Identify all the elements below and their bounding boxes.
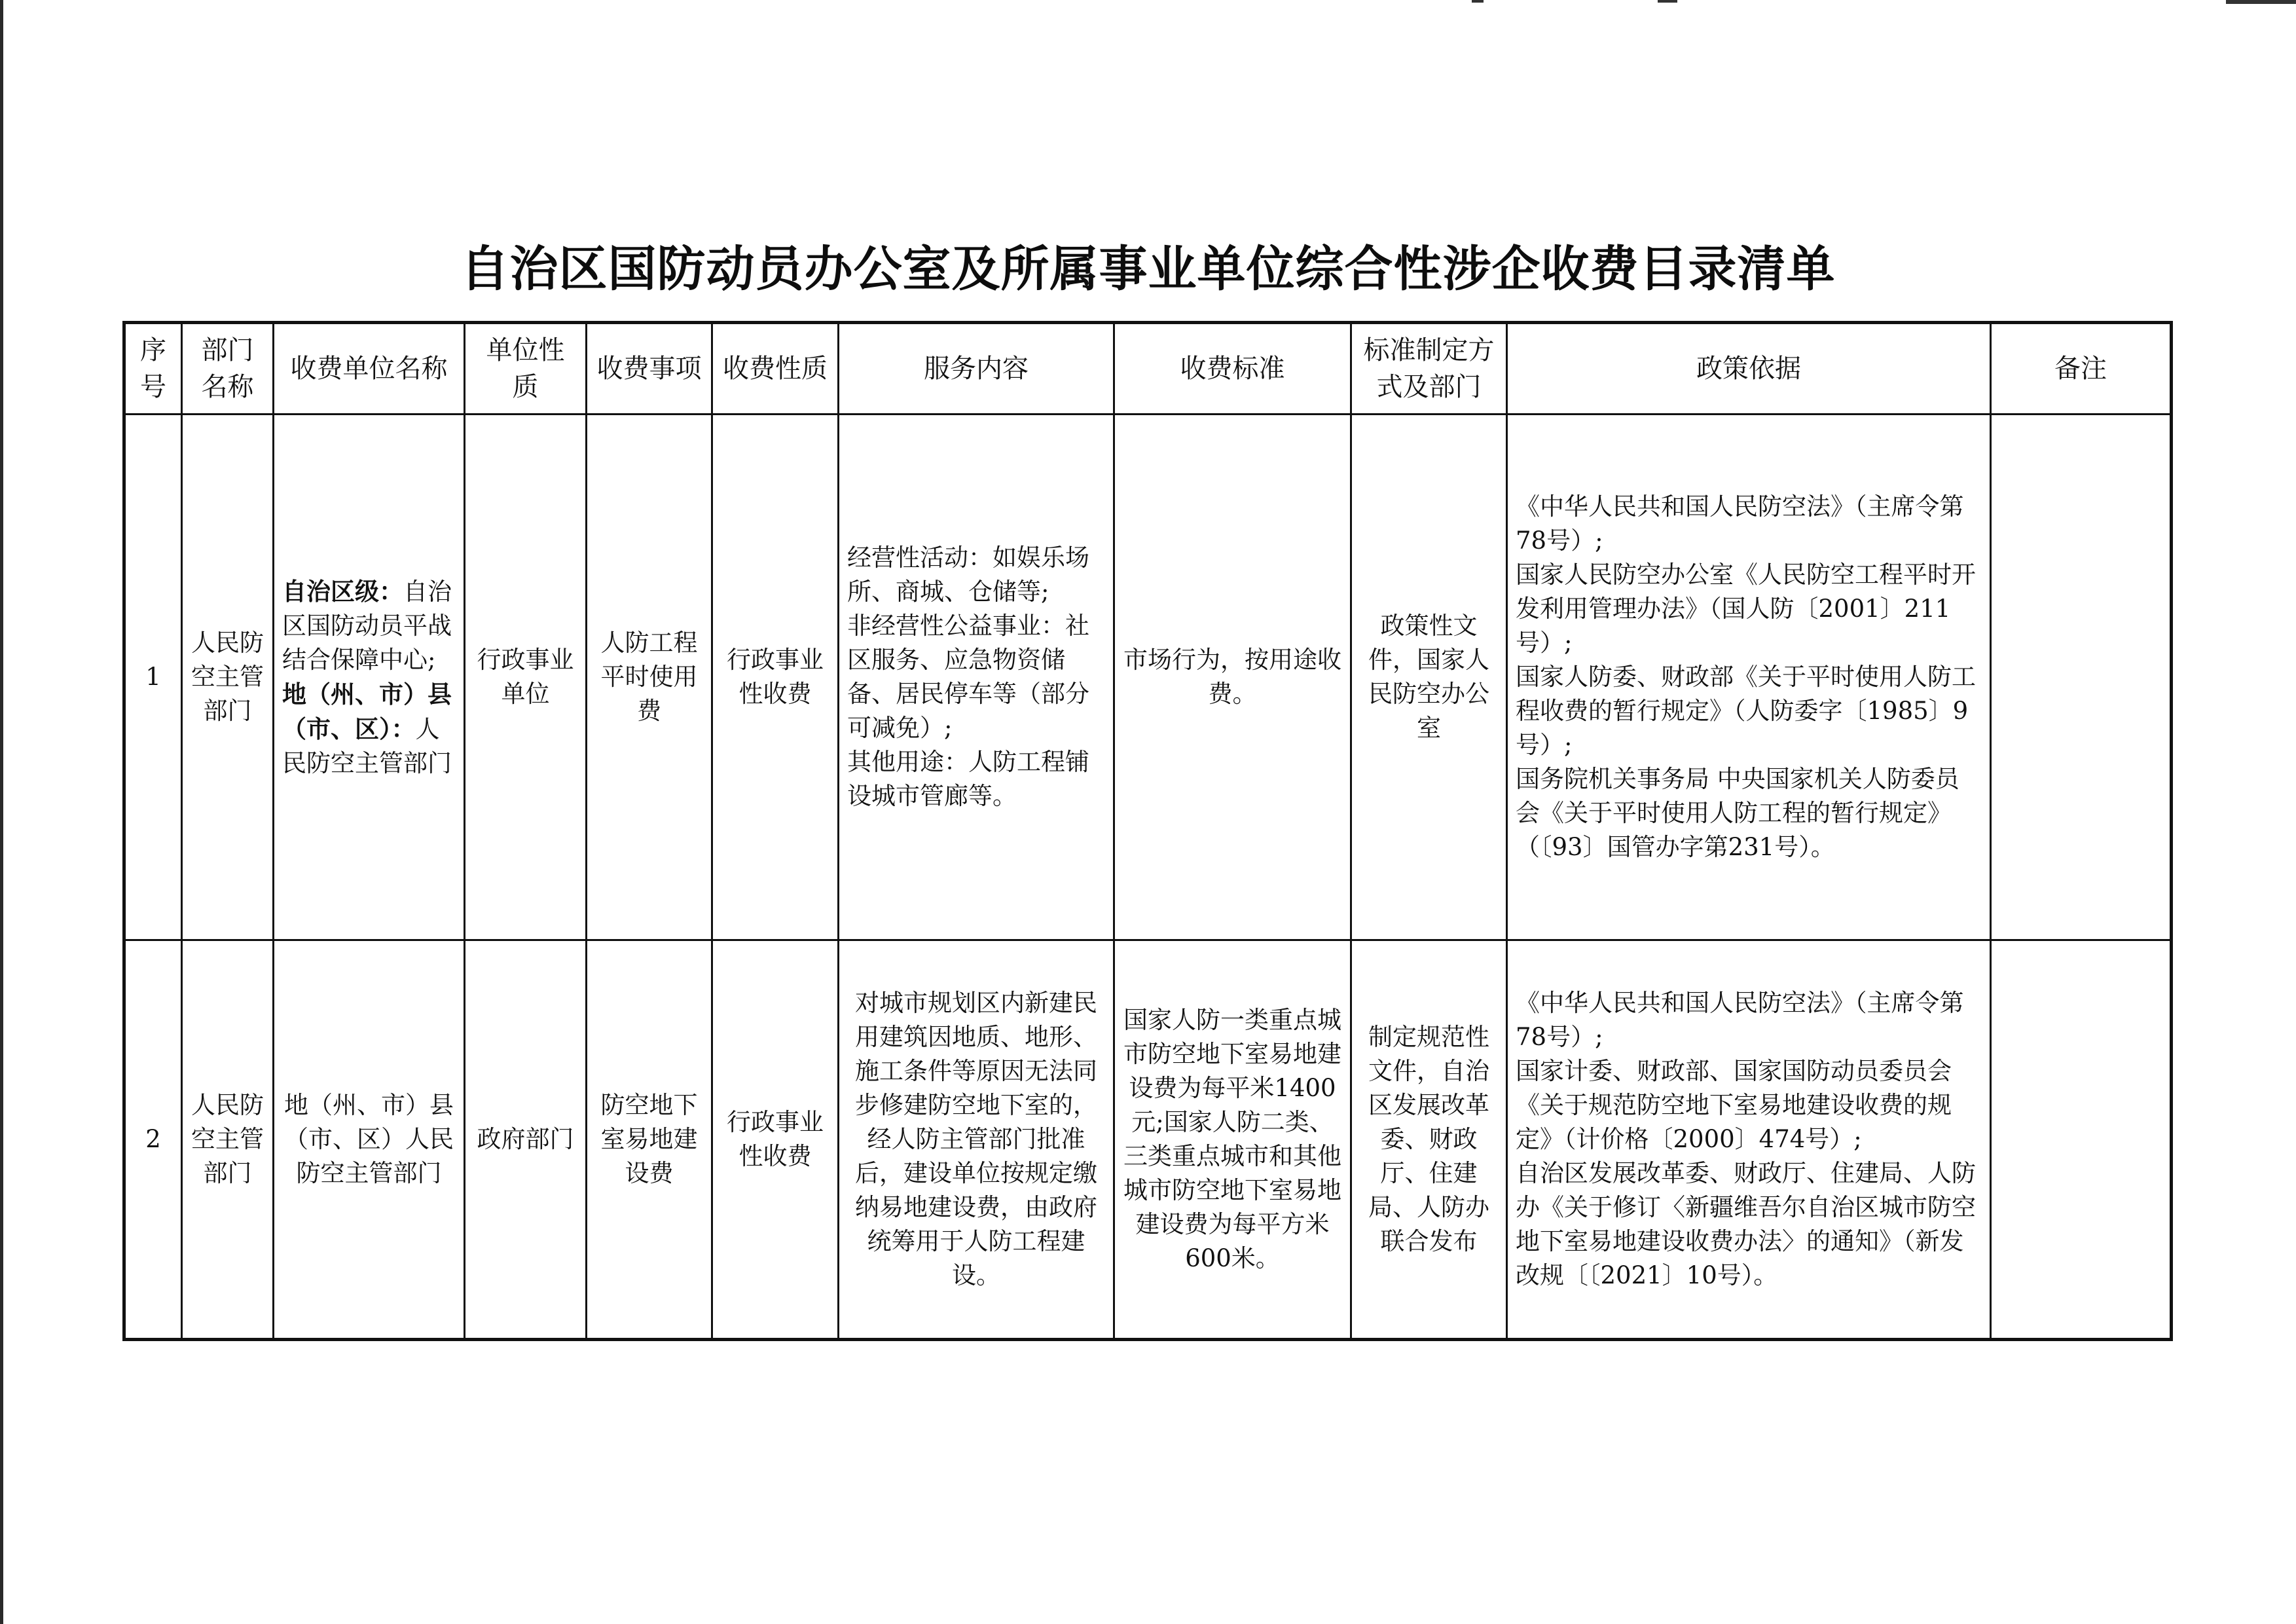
cell-remark [1991,415,2172,940]
cell-service [839,415,1114,940]
fee-catalog-table [122,321,2173,1341]
policy-line: 《中华人民共和国人民防空法》（主席令第78号）; [1516,989,1964,1051]
unit-level-text: 人民防空主管部门 [282,714,452,777]
cell-unit-name [274,415,465,940]
header-remark: 备注 [1991,323,2172,415]
header-standard: 收费标准 [1114,323,1351,415]
policy-line: 国家人防委、财政部《关于平时使用人防工程收费的暂行规定》（人防委字〔1985〕9号）; [1516,663,1976,759]
scan-mark [1658,0,1677,3]
policy-line: 自治区发展改革委、财政厅、住建局、人防办《关于修订〈新疆维吾尔自治区城市防空地下室易地建设收费办法〉的通知》（新发改规〔〔2021〕10号）。 [1516,1159,1976,1289]
table-row [124,415,2172,940]
cell-unit-nature: 行政事业单位 [465,415,587,940]
header-dept: 部门名称 [182,323,274,415]
cell-method: 政策性文件，国家人民防空办公室 [1351,415,1507,940]
policy-line: 国务院机关事务局 中央国家机关人防委员会《关于平时使用人防工程的暂行规定》（〔93〕国管办字第231号）。 [1516,765,1959,861]
cell-unit-nature: 政府部门 [465,940,587,1340]
cell-fee-nature: 行政事业性收费 [712,940,839,1340]
cell-seq: 1 [124,415,182,940]
service-line: 其他用途：人防工程铺设城市管廊等。 [847,748,1089,810]
policy-line: 《中华人民共和国人民防空法》（主席令第78号）; [1516,492,1964,555]
cell-fee-nature: 行政事业性收费 [712,415,839,940]
header-method: 标准制定方式及部门 [1351,323,1507,415]
header-service: 服务内容 [839,323,1114,415]
cell-item: 人防工程平时使用费 [587,415,712,940]
document-title: 自治区国防动员办公室及所属事业单位综合性涉企收费目录清单 [460,241,1836,297]
cell-method: 制定规范性文件，自治区发展改革委、财政厅、住建局、人防办联合发布 [1351,940,1507,1340]
table-row [124,940,2172,1340]
cell-dept: 人民防空主管部门 [182,940,274,1340]
cell-standard: 国家人防一类重点城市防空地下室易地建设费为每平米1400元;国家人防二类、三类重点城市和其他城市防空地下室易地建设费为每平方米600米。 [1114,940,1351,1340]
service-line: 经营性活动：如娱乐场所、商城、仓储等; [847,544,1089,606]
cell-policy [1507,940,1991,1340]
service-line: 非经营性公益事业：社区服务、应急物资储备、居民停车等（部分可减免）; [847,612,1089,742]
unit-level-label: 地（州、市）县（市、区）： [282,679,452,743]
cell-item: 防空地下室易地建设费 [587,940,712,1340]
cell-dept: 人民防空主管部门 [182,415,274,940]
scan-mark [2226,0,2296,4]
cell-policy [1507,415,1991,940]
unit-level-text: 自治区国防动员平战结合保障中心; [282,577,452,674]
header-unit-nature: 单位性质 [465,323,587,415]
policy-line: 国家人民防空办公室《人民防空工程平时开发利用管理办法》（国人防〔2001〕211号）; [1516,561,1976,657]
header-policy: 政策依据 [1507,323,1991,415]
cell-remark [1991,940,2172,1340]
unit-level-label: 自治区级： [282,576,403,606]
table-header-row [124,323,2172,415]
header-item: 收费事项 [587,323,712,415]
cell-standard: 市场行为，按用途收费。 [1114,415,1351,940]
cell-unit-name: 地（州、市）县（市、区）人民防空主管部门 [274,940,465,1340]
cell-service: 对城市规划区内新建民用建筑因地质、地形、施工条件等原因无法同步修建防空地下室的，经人防主管部门批准后，建设单位按规定缴纳易地建设费，由政府统筹用于人防工程建设。 [839,940,1114,1340]
header-seq: 序号 [124,323,182,415]
policy-line: 国家计委、财政部、国家国防动员委员会《关于规范防空地下室易地建设收费的规定》（计价格〔2000〕474号）; [1516,1057,1952,1153]
header-unit-name: 收费单位名称 [274,323,465,415]
scan-mark [1472,0,1484,3]
cell-seq: 2 [124,940,182,1340]
header-fee-nature: 收费性质 [712,323,839,415]
